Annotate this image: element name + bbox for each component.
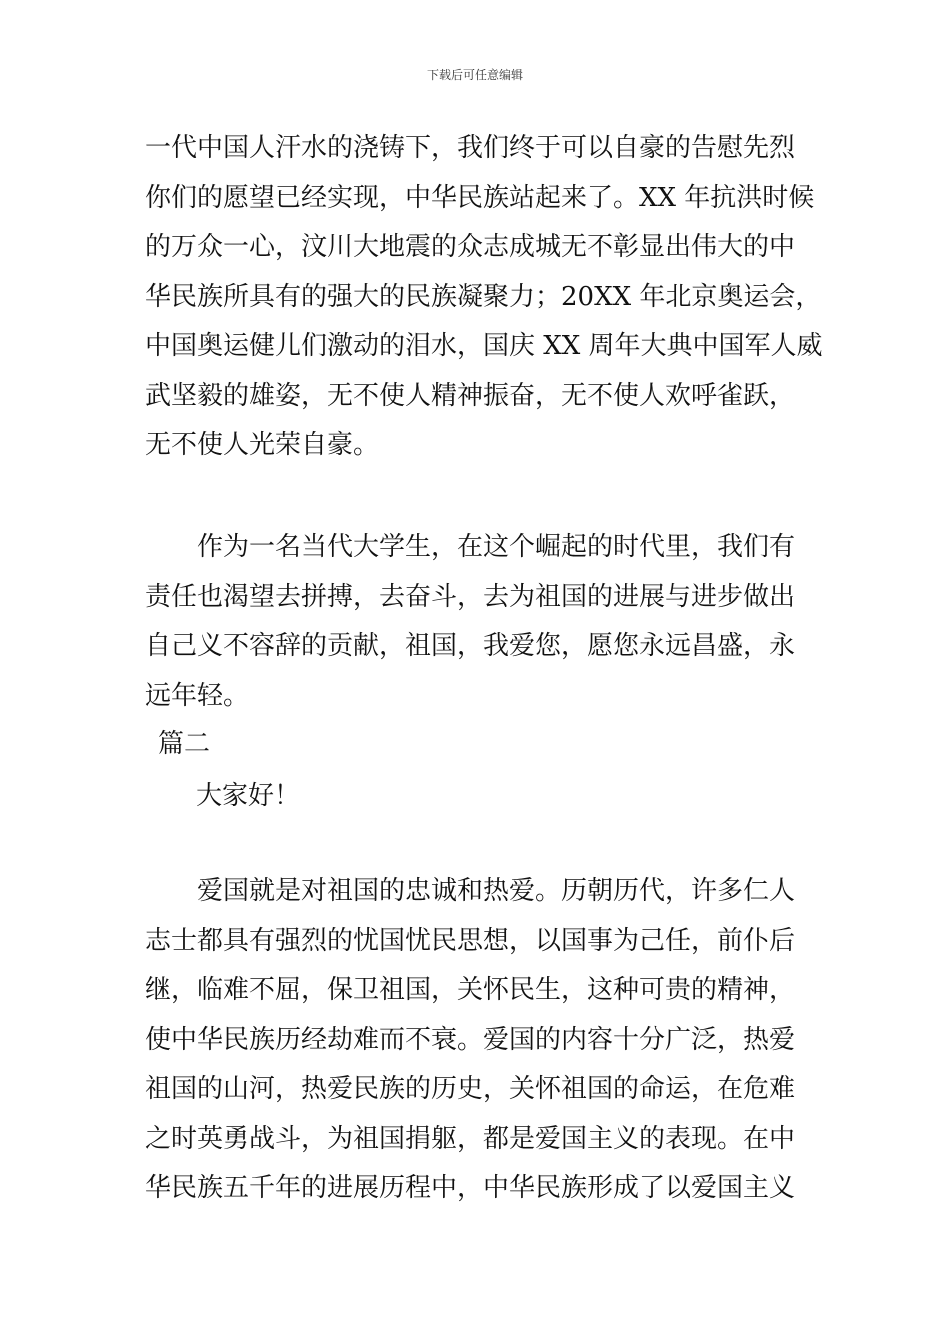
paragraph-3-line: 使中华民族历经劫难而不衰。爱国的内容十分广泛，热爱	[145, 1024, 796, 1055]
page-header-note: 下载后可任意编辑	[426, 68, 523, 82]
paragraph-1	[145, 124, 823, 471]
paragraph-1-line: 华民族所具有的强大的民族凝聚力；20XX 年北京奥运会，	[145, 281, 822, 312]
paragraph-2	[145, 523, 810, 721]
paragraph-3	[145, 867, 810, 1214]
paragraph-2-line: 作为一名当代大学生，在这个崛起的时代里，我们有	[197, 532, 796, 562]
paragraph-1-line: 你们的愿望已经实现，中华民族站起来了。XX 年抗洪时候	[145, 182, 815, 213]
section-title: 篇二	[158, 729, 211, 759]
paragraph-2-line: 责任也渴望去拼搏，去奋斗，去为祖国的进展与进步做出	[145, 581, 796, 612]
paragraph-2-line: 远年轻。	[145, 680, 250, 711]
paragraph-3-line: 爱国就是对祖国的忠诚和热爱。历朝历代，许多仁人	[197, 876, 796, 906]
paragraph-3-line: 华民族五千年的进展历程中，中华民族形成了以爱国主义	[145, 1173, 796, 1203]
greeting: 大家好！	[196, 781, 301, 811]
paragraph-3-line: 祖国的山河，热爱民族的历史，关怀祖国的命运，在危难	[145, 1074, 796, 1104]
paragraph-3-line: 志士都具有强烈的忧国忧民思想，以国事为己任，前仆后	[145, 925, 796, 956]
paragraph-3-line: 继，临难不屈，保卫祖国，关怀民生，这种可贵的精神，	[145, 975, 796, 1005]
paragraph-1-line: 武坚毅的雄姿，无不使人精神振奋，无不使人欢呼雀跃，	[145, 380, 796, 411]
paragraph-1-line: 的万众一心，汶川大地震的众志成城无不彰显出伟大的中	[145, 232, 796, 262]
paragraph-1-line: 无不使人光荣自豪。	[145, 430, 380, 460]
paragraph-1-line: 一代中国人汗水的浇铸下，我们终于可以自豪的告慰先烈	[145, 133, 796, 163]
paragraph-2-line: 自己义不容辞的贡献，祖国，我爱您，愿您永远昌盛，永	[145, 631, 796, 661]
paragraph-1-line: 中国奥运健儿们激动的泪水，国庆 XX 周年大典中国军人威	[145, 331, 823, 361]
paragraph-3-line: 之时英勇战斗，为祖国捐躯，都是爱国主义的表现。在中	[145, 1123, 796, 1154]
